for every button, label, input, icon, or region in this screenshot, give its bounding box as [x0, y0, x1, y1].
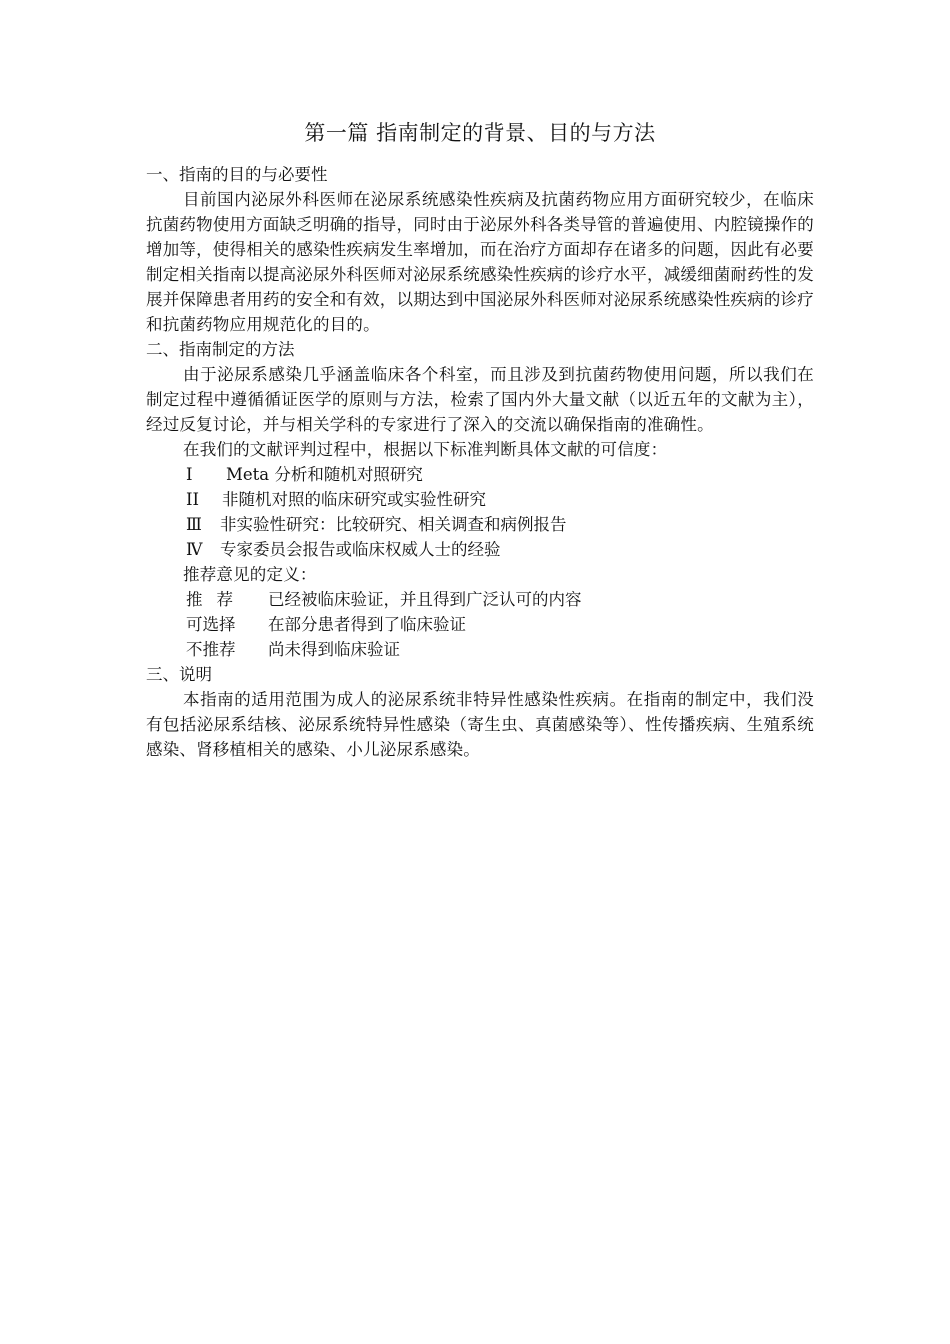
evidence-intro: 在我们的文献评判过程中，根据以下标准判断具体文献的可信度： [183, 440, 668, 459]
recommendation-term: 可选择 [186, 615, 236, 634]
recommendation-item [146, 637, 814, 662]
document-page [146, 118, 814, 762]
recommendation-term: 不推荐 [186, 640, 236, 659]
evidence-level-text: 非随机对照的临床研究或实验性研究 [222, 490, 486, 509]
recommendation-intro: 推荐意见的定义： [183, 565, 317, 584]
evidence-level-list [146, 462, 814, 562]
method-paragraph: 由于泌尿系感染几乎涵盖临床各个科室，而且涉及到抗菌药物使用问题，所以我们在制定过程中遵循循证医学的原则与方法，检索了国内外大量文献（以近五年的文献为主），经过反复讨论，并与相关学科的专家进行了深入的交流以确保指南的准确性。 [146, 365, 814, 434]
recommendation-text: 在部分患者得到了临床验证 [268, 615, 466, 634]
evidence-level-label: I [186, 465, 193, 484]
purpose-paragraph: 目前国内泌尿外科医师在泌尿系统感染性疾病及抗菌药物应用方面研究较少，在临床抗菌药物使用方面缺乏明确的指导，同时由于泌尿外科各类导管的普遍使用、内腔镜操作的增加等，使得相关的感染性疾病发生率增加，而在治疗方面却存在诸多的问题，因此有必要制定相关指南以提高泌尿外科医师对泌尿系统感染性疾病的诊疗水平，减缓细菌耐药性的发展并保障患者用药的安全和有效，以期达到中国泌尿外科医师对泌尿系统感染性疾病的诊疗和抗菌药物应用规范化的目的。 [146, 190, 814, 334]
recommendation-text: 尚未得到临床验证 [268, 640, 400, 659]
recommendation-text: 已经被临床验证，并且得到广泛认可的内容 [268, 590, 582, 609]
page-title: 第一篇 指南制定的背景、目的与方法 [304, 121, 656, 145]
evidence-level-label: Ⅳ [186, 540, 203, 559]
evidence-level-item [146, 462, 814, 487]
section-heading-notes: 三、说明 [146, 665, 212, 684]
evidence-level-text: Meta 分析和随机对照研究 [226, 465, 423, 484]
recommendation-item [146, 587, 814, 612]
evidence-level-item [146, 487, 814, 512]
evidence-level-label: Ⅲ [186, 515, 202, 534]
evidence-level-text: 专家委员会报告或临床权威人士的经验 [220, 540, 501, 559]
recommendation-item [146, 612, 814, 637]
notes-paragraph: 本指南的适用范围为成人的泌尿系统非特异性感染性疾病。在指南的制定中，我们没有包括泌尿系结核、泌尿系统特异性感染（寄生虫、真菌感染等）、性传播疾病、生殖系统感染、肾移植相关的感染、小儿泌尿系感染。 [146, 690, 814, 759]
section-heading-purpose: 一、指南的目的与必要性 [146, 165, 328, 184]
section-heading-method: 二、指南制定的方法 [146, 340, 295, 359]
recommendation-term: 推荐 [186, 590, 247, 609]
recommendation-list [146, 587, 814, 662]
evidence-level-item [146, 512, 814, 537]
evidence-level-label: II [186, 490, 200, 509]
evidence-level-item [146, 537, 814, 562]
evidence-level-text: 非实验性研究：比较研究、相关调查和病例报告 [220, 515, 567, 534]
